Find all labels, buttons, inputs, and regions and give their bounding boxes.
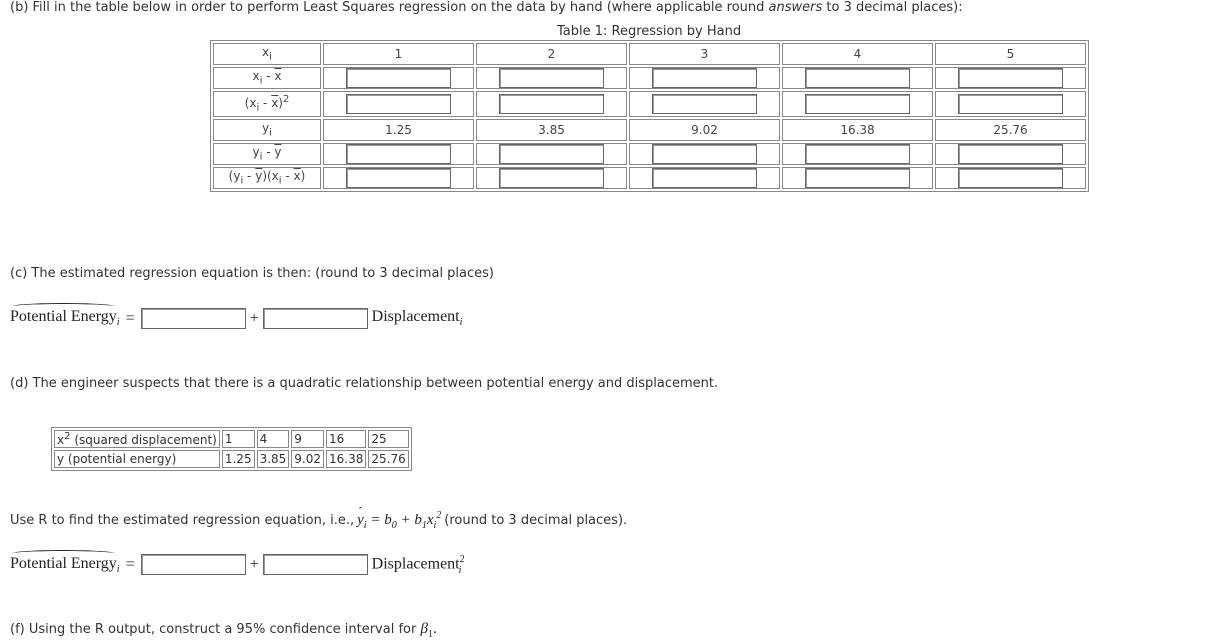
product-input[interactable]: [652, 168, 757, 188]
equation-lhs: Potential Energy$_i$: [10, 308, 120, 329]
row-label-yi-minus-ybar: $y_i - \overline{y}$: [213, 143, 321, 165]
y-value: 25.76: [935, 119, 1086, 141]
yi-minus-ybar-input[interactable]: [499, 144, 604, 164]
y-value: 3.85: [476, 119, 627, 141]
equation-rhs: Displacement$_i$: [371, 308, 463, 329]
quadratic-equation: Potential Energy$_i$ = + Displacement$^2_i$: [10, 554, 465, 576]
x-value: 3: [629, 43, 780, 65]
row-label-yi: $y_i$: [213, 119, 321, 141]
quadratic-data-table: [51, 427, 412, 471]
y-value: 9.02: [629, 119, 780, 141]
x-squared-value: 16: [326, 430, 366, 448]
y-value: 9.02: [291, 450, 324, 468]
y-value: 16.38: [782, 119, 933, 141]
table-row: [213, 143, 1086, 165]
part-d-instructions: (d) The engineer suspects that there is a quadratic relationship between potential energy and displacement.: [10, 376, 719, 391]
xi-minus-xbar-input[interactable]: [958, 68, 1063, 88]
linear-equation: Potential Energy$_i$ = + Displacement$_i$: [10, 308, 463, 329]
product-input[interactable]: [499, 168, 604, 188]
table-row: [54, 430, 409, 448]
row-label-y: y (potential energy): [54, 450, 220, 468]
xi-minus-xbar-squared-input[interactable]: [499, 94, 604, 114]
row-label-xi-minus-xbar-squared: $(x_i - \overline{x})^2$: [213, 91, 321, 117]
y-value: 1.25: [323, 119, 474, 141]
part-f-instructions: (f) Using the R output, construct a 95% confidence interval for $\beta_1$.: [10, 621, 437, 640]
y-value: 1.25: [222, 450, 255, 468]
x-squared-value: 4: [257, 430, 290, 448]
yi-minus-ybar-input[interactable]: [805, 144, 910, 164]
x-value: 4: [782, 43, 933, 65]
xi-minus-xbar-input[interactable]: [805, 68, 910, 88]
x-squared-value: 9: [291, 430, 324, 448]
row-label-xi: $x_i$: [213, 43, 321, 65]
xi-minus-xbar-squared-input[interactable]: [652, 94, 757, 114]
xi-minus-xbar-input[interactable]: [346, 68, 451, 88]
plus-sign: +: [249, 555, 259, 573]
table-row: [213, 119, 1086, 141]
xi-minus-xbar-squared-input[interactable]: [805, 94, 910, 114]
xi-minus-xbar-input[interactable]: [499, 68, 604, 88]
yi-minus-ybar-input[interactable]: [958, 144, 1063, 164]
row-label-x-squared: $x^2$ (squared displacement): [54, 430, 220, 448]
intercept-input[interactable]: [141, 308, 246, 329]
slope-input[interactable]: [263, 308, 368, 329]
part-c-instructions: (c) The estimated regression equation is then: (round to 3 decimal places): [10, 266, 495, 281]
product-input[interactable]: [958, 168, 1063, 188]
use-r-instructions: Use R to find the estimated regression equation, i.e., $y_i = b_0 + b_1x_i^2$ (round to 3 decimal places).: [10, 510, 628, 531]
table-caption: Table 1: Regression by Hand: [557, 24, 742, 39]
xi-minus-xbar-input[interactable]: [652, 68, 757, 88]
equation-lhs: Potential Energy$_i$: [10, 554, 120, 575]
yi-minus-ybar-input[interactable]: [652, 144, 757, 164]
xi-minus-xbar-squared-input[interactable]: [346, 94, 451, 114]
part-b-instructions: (b) Fill in the table below in order to perform Least Squares regression on the data by hand (where applicable round answers to 3 decimal places):: [10, 0, 963, 15]
x-squared-value: 25: [368, 430, 408, 448]
table-row: [213, 43, 1086, 65]
quadratic-slope-input[interactable]: [263, 554, 368, 575]
xi-minus-xbar-squared-input[interactable]: [958, 94, 1063, 114]
y-value: 16.38: [326, 450, 366, 468]
x-value: 2: [476, 43, 627, 65]
yi-minus-ybar-input[interactable]: [346, 144, 451, 164]
regression-by-hand-table: [210, 40, 1089, 192]
table-row: [54, 450, 409, 468]
x-value: 1: [323, 43, 474, 65]
x-squared-value: 1: [222, 430, 255, 448]
quadratic-model-formula: $y_i = b_0 + b_1x_i^2$: [357, 510, 442, 531]
equation-rhs: Displacement$^2_i$: [371, 554, 465, 576]
row-label-product: $(y_i - \overline{y})(x_i - \overline{x})$: [213, 167, 321, 189]
x-value: 5: [935, 43, 1086, 65]
product-input[interactable]: [805, 168, 910, 188]
y-value: 25.76: [368, 450, 408, 468]
table-row: [213, 167, 1086, 189]
plus-sign: +: [249, 309, 259, 327]
row-label-xi-minus-xbar: $x_i - \overline{x}$: [213, 67, 321, 89]
product-input[interactable]: [346, 168, 451, 188]
quadratic-intercept-input[interactable]: [141, 554, 246, 575]
table-row: [213, 91, 1086, 117]
table-row: [213, 67, 1086, 89]
y-value: 3.85: [257, 450, 290, 468]
